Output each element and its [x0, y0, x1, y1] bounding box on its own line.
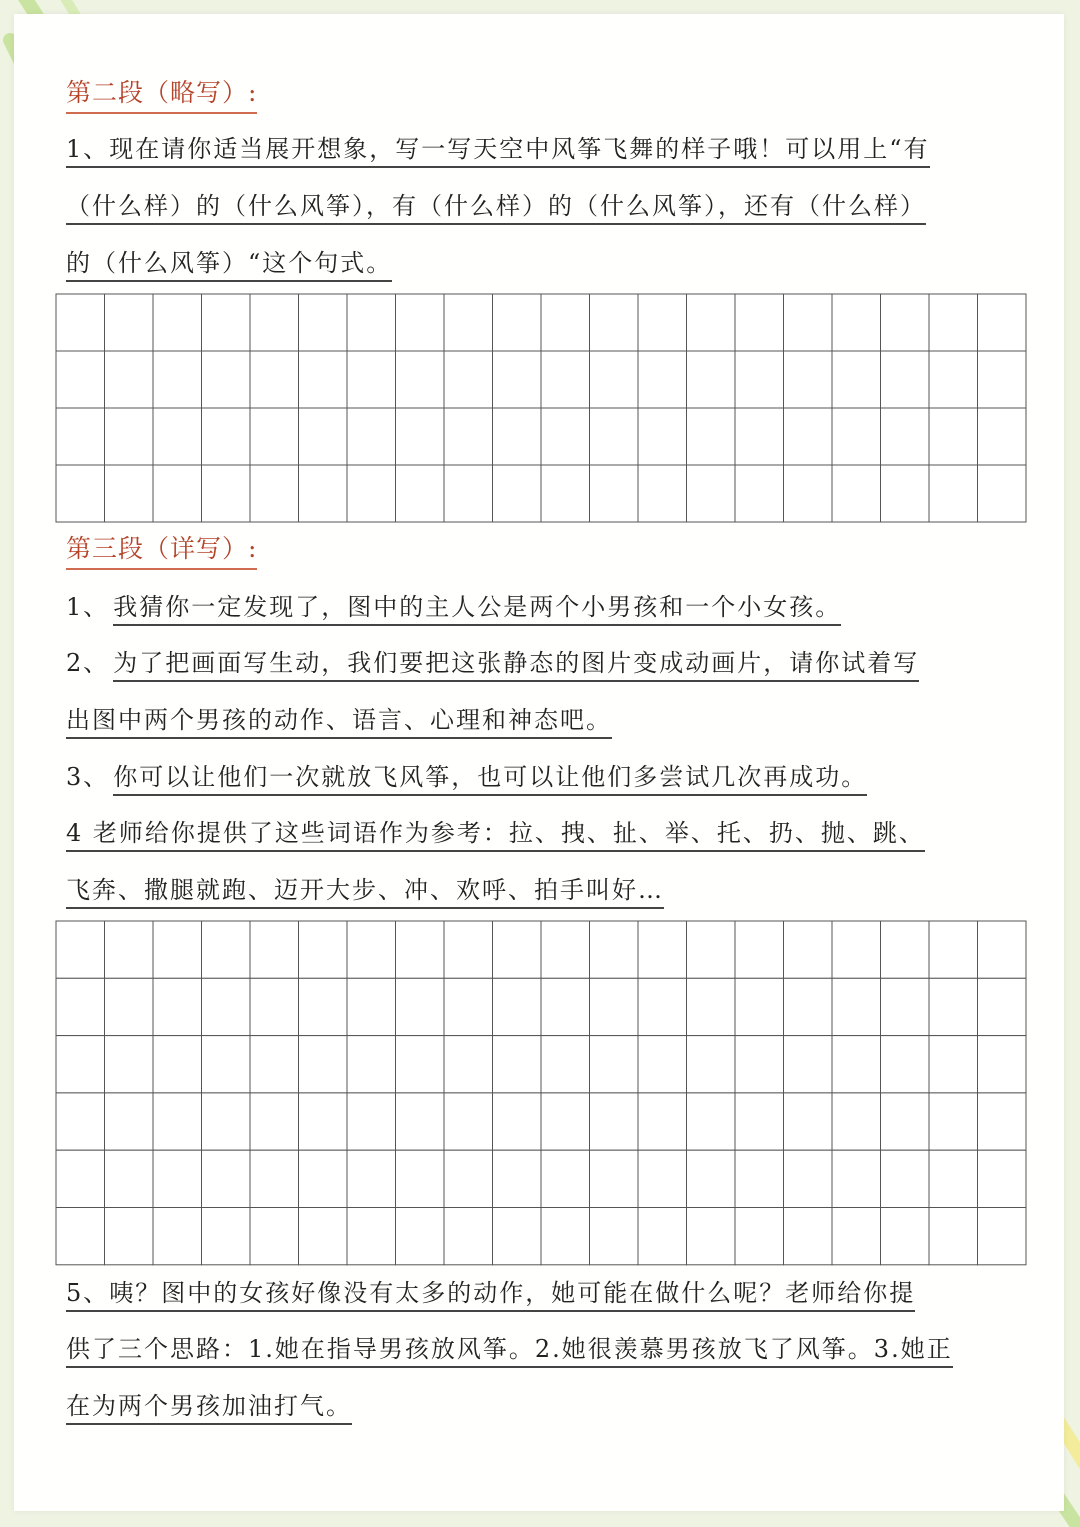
grid-cell[interactable]: [347, 294, 396, 351]
grid-cell[interactable]: [56, 1150, 105, 1207]
grid-cell[interactable]: [590, 1093, 639, 1150]
grid-cell[interactable]: [105, 294, 154, 351]
grid-cell[interactable]: [299, 408, 348, 465]
grid-cell[interactable]: [687, 1093, 736, 1150]
grid-cell[interactable]: [299, 294, 348, 351]
section3-item1: 1、 我猜你一定发现了，图中的主人公是两个小男孩和一个小女孩。: [66, 590, 841, 624]
grid-cell[interactable]: [929, 1093, 978, 1150]
grid-cell[interactable]: [153, 1150, 202, 1207]
section3-item4-line2: 飞奔、撒腿就跑、迈开大步、冲、欢呼、拍手叫好…: [66, 873, 664, 907]
writing-grid-section3[interactable]: [55, 920, 1025, 1266]
grid-cell[interactable]: [105, 408, 154, 465]
grid-cell[interactable]: [929, 294, 978, 351]
grid-cell[interactable]: [105, 351, 154, 408]
section3-item5-line3: 在为两个男孩加油打气。: [66, 1389, 352, 1423]
grid-cell[interactable]: [541, 1150, 590, 1207]
grid-cell[interactable]: [444, 351, 493, 408]
grid-cell[interactable]: [444, 1036, 493, 1093]
grid-cell[interactable]: [541, 921, 590, 978]
grid-cell[interactable]: [784, 465, 833, 522]
grid-cell[interactable]: [978, 978, 1027, 1035]
grid-cell[interactable]: [347, 1036, 396, 1093]
grid-cell[interactable]: [638, 465, 687, 522]
grid-cell[interactable]: [493, 465, 542, 522]
grid-cell[interactable]: [638, 1208, 687, 1265]
grid-cell[interactable]: [735, 921, 784, 978]
grid-cell[interactable]: [832, 294, 881, 351]
grid-cell[interactable]: [444, 921, 493, 978]
grid-cell[interactable]: [202, 351, 251, 408]
grid-cell[interactable]: [396, 1150, 445, 1207]
grid-cell[interactable]: [735, 1093, 784, 1150]
section3-item3: 3、 你可以让他们一次就放飞风筝，也可以让他们多尝试几次再成功。: [66, 760, 867, 794]
section3-item2-line2: 出图中两个男孩的动作、语言、心理和神态吧。: [66, 703, 612, 737]
grid-cell[interactable]: [832, 1036, 881, 1093]
grid-cell[interactable]: [784, 408, 833, 465]
grid-cell[interactable]: [881, 1150, 930, 1207]
grid-cell[interactable]: [202, 1150, 251, 1207]
grid-cell[interactable]: [444, 1208, 493, 1265]
grid-cell[interactable]: [493, 351, 542, 408]
grid-cell[interactable]: [250, 1036, 299, 1093]
grid-cell[interactable]: [250, 978, 299, 1035]
grid-cell[interactable]: [784, 1208, 833, 1265]
grid-cell[interactable]: [153, 408, 202, 465]
grid-cell[interactable]: [56, 1208, 105, 1265]
grid-cell[interactable]: [590, 351, 639, 408]
grid-cell[interactable]: [153, 978, 202, 1035]
grid-cell[interactable]: [444, 1150, 493, 1207]
grid-cell[interactable]: [105, 1150, 154, 1207]
grid-cell[interactable]: [687, 1208, 736, 1265]
grid-cell[interactable]: [56, 351, 105, 408]
grid-cell[interactable]: [347, 408, 396, 465]
grid-cell[interactable]: [881, 351, 930, 408]
grid-cell[interactable]: [881, 1208, 930, 1265]
grid-cell[interactable]: [541, 1208, 590, 1265]
grid-cell[interactable]: [929, 1036, 978, 1093]
grid-cell[interactable]: [541, 408, 590, 465]
grid-cell[interactable]: [978, 351, 1027, 408]
grid-cell[interactable]: [590, 1208, 639, 1265]
grid-cell[interactable]: [735, 408, 784, 465]
writing-grid-section2[interactable]: [55, 293, 1025, 523]
grid-cell[interactable]: [978, 294, 1027, 351]
grid-cell[interactable]: [784, 1093, 833, 1150]
grid-cell[interactable]: [541, 1036, 590, 1093]
grid-cell[interactable]: [929, 1150, 978, 1207]
grid-cell[interactable]: [396, 978, 445, 1035]
grid-cell[interactable]: [153, 351, 202, 408]
grid-cell[interactable]: [687, 465, 736, 522]
grid-cell[interactable]: [590, 1150, 639, 1207]
grid-cell[interactable]: [444, 408, 493, 465]
grid-cell[interactable]: [590, 465, 639, 522]
grid-cell[interactable]: [929, 921, 978, 978]
grid-cell[interactable]: [202, 1208, 251, 1265]
grid-cell[interactable]: [105, 1093, 154, 1150]
grid-cell[interactable]: [153, 465, 202, 522]
grid-cell[interactable]: [881, 921, 930, 978]
grid-cell[interactable]: [202, 294, 251, 351]
grid-cell[interactable]: [978, 465, 1027, 522]
grid-cell[interactable]: [735, 1036, 784, 1093]
grid-cell[interactable]: [784, 978, 833, 1035]
grid-cell[interactable]: [832, 1208, 881, 1265]
grid-cell[interactable]: [202, 465, 251, 522]
grid-cell[interactable]: [929, 351, 978, 408]
grid-cell[interactable]: [978, 1036, 1027, 1093]
grid-cell[interactable]: [541, 978, 590, 1035]
section3-item5-line2: 供了三个思路：1.她在指导男孩放风筝。2.她很羡慕男孩放飞了风筝。3.她正: [66, 1332, 953, 1366]
grid-cell[interactable]: [541, 351, 590, 408]
grid-cell[interactable]: [56, 1093, 105, 1150]
grid-cell[interactable]: [299, 1036, 348, 1093]
grid-cell[interactable]: [541, 465, 590, 522]
grid-cell[interactable]: [347, 1150, 396, 1207]
grid-cell[interactable]: [978, 921, 1027, 978]
section2-item1-line1: 1、现在请你适当展开想象，写一写天空中风筝飞舞的样子哦！可以用上“有: [66, 132, 930, 166]
grid-cell[interactable]: [299, 978, 348, 1035]
grid-cell[interactable]: [638, 294, 687, 351]
grid-cell[interactable]: [396, 1208, 445, 1265]
grid-cell[interactable]: [105, 1036, 154, 1093]
grid-cell[interactable]: [56, 408, 105, 465]
grid-cell[interactable]: [347, 351, 396, 408]
grid-cell[interactable]: [250, 294, 299, 351]
grid-cell[interactable]: [347, 1093, 396, 1150]
grid-cell[interactable]: [881, 1036, 930, 1093]
grid-cell[interactable]: [153, 921, 202, 978]
grid-cell[interactable]: [396, 465, 445, 522]
grid-cell[interactable]: [105, 1208, 154, 1265]
grid-cell[interactable]: [202, 921, 251, 978]
grid-cell[interactable]: [638, 1036, 687, 1093]
section3-item5-line1: 5、咦？图中的女孩好像没有太多的动作，她可能在做什么呢？老师给你提: [66, 1276, 915, 1310]
grid-cell[interactable]: [687, 921, 736, 978]
grid-cell[interactable]: [444, 1093, 493, 1150]
grid-cell[interactable]: [735, 978, 784, 1035]
grid-cell[interactable]: [493, 1093, 542, 1150]
grid-cell[interactable]: [638, 408, 687, 465]
grid-cell[interactable]: [299, 351, 348, 408]
grid-cell[interactable]: [832, 1093, 881, 1150]
grid-cell[interactable]: [347, 1208, 396, 1265]
grid-cell[interactable]: [832, 1150, 881, 1207]
grid-cell[interactable]: [687, 408, 736, 465]
grid-cell[interactable]: [929, 978, 978, 1035]
grid-cell[interactable]: [832, 978, 881, 1035]
grid-cell[interactable]: [493, 1036, 542, 1093]
grid-cell[interactable]: [202, 408, 251, 465]
grid-cell[interactable]: [493, 1208, 542, 1265]
grid-cell[interactable]: [396, 1093, 445, 1150]
grid-cell[interactable]: [929, 408, 978, 465]
grid-cell[interactable]: [784, 1036, 833, 1093]
grid-cell[interactable]: [202, 1036, 251, 1093]
grid-cell[interactable]: [202, 1093, 251, 1150]
grid-cell[interactable]: [832, 921, 881, 978]
grid-cell[interactable]: [56, 294, 105, 351]
grid-cell[interactable]: [396, 921, 445, 978]
grid-cell[interactable]: [250, 921, 299, 978]
grid-cell[interactable]: [638, 921, 687, 978]
grid-cell[interactable]: [881, 978, 930, 1035]
grid-cell[interactable]: [396, 408, 445, 465]
grid-cell[interactable]: [735, 1150, 784, 1207]
grid-cell[interactable]: [347, 465, 396, 522]
grid-cell[interactable]: [493, 921, 542, 978]
grid-cell[interactable]: [590, 978, 639, 1035]
grid-cell[interactable]: [153, 1093, 202, 1150]
grid-cell[interactable]: [396, 351, 445, 408]
grid-cell[interactable]: [493, 408, 542, 465]
grid-cell[interactable]: [881, 465, 930, 522]
grid-cell[interactable]: [396, 294, 445, 351]
grid-cell[interactable]: [687, 1036, 736, 1093]
grid-cell[interactable]: [299, 1208, 348, 1265]
grid-cell[interactable]: [347, 921, 396, 978]
grid-cell[interactable]: [105, 921, 154, 978]
grid-cell[interactable]: [784, 1150, 833, 1207]
grid-cell[interactable]: [541, 1093, 590, 1150]
section2-item1-line2: （什么样）的（什么风筝），有（什么样）的（什么风筝），还有（什么样）: [66, 189, 926, 223]
grid-cell[interactable]: [978, 1208, 1027, 1265]
grid-cell[interactable]: [299, 465, 348, 522]
grid-cell[interactable]: [929, 1208, 978, 1265]
grid-cell[interactable]: [590, 408, 639, 465]
grid-cell[interactable]: [638, 978, 687, 1035]
section3-item4-line1: 4 老师给你提供了这些词语作为参考：拉、拽、扯、举、托、扔、抛、跳、: [66, 816, 925, 850]
grid-cell[interactable]: [881, 408, 930, 465]
grid-cell[interactable]: [881, 294, 930, 351]
grid-cell[interactable]: [105, 978, 154, 1035]
grid-cell[interactable]: [590, 294, 639, 351]
section3-item2-line1: 2、 为了把画面写生动，我们要把这张静态的图片变成动画片，请你试着写: [66, 646, 919, 680]
grid-cell[interactable]: [687, 978, 736, 1035]
grid-cell[interactable]: [929, 465, 978, 522]
grid-cell[interactable]: [638, 1150, 687, 1207]
grid-cell[interactable]: [444, 465, 493, 522]
grid-cell[interactable]: [784, 921, 833, 978]
grid-cell[interactable]: [735, 351, 784, 408]
grid-cell[interactable]: [153, 1036, 202, 1093]
grid-cell[interactable]: [56, 921, 105, 978]
grid-cell[interactable]: [638, 351, 687, 408]
grid-cell[interactable]: [444, 978, 493, 1035]
section2-heading: 第二段（略写）:: [66, 76, 257, 114]
grid-cell[interactable]: [784, 351, 833, 408]
section2-item1-line3: 的（什么风筝）“这个句式。: [66, 246, 392, 280]
grid-cell[interactable]: [978, 408, 1027, 465]
grid-cell[interactable]: [832, 408, 881, 465]
grid-cell[interactable]: [347, 978, 396, 1035]
grid-cell[interactable]: [590, 1036, 639, 1093]
grid-cell[interactable]: [250, 465, 299, 522]
grid-cell[interactable]: [396, 1036, 445, 1093]
grid-cell[interactable]: [493, 294, 542, 351]
grid-cell[interactable]: [153, 294, 202, 351]
section3-heading: 第三段（详写）:: [66, 532, 257, 570]
grid-cell[interactable]: [105, 465, 154, 522]
grid-cell[interactable]: [687, 351, 736, 408]
grid-cell[interactable]: [541, 294, 590, 351]
grid-cell[interactable]: [299, 921, 348, 978]
grid-cell[interactable]: [784, 294, 833, 351]
grid-cell[interactable]: [250, 351, 299, 408]
grid-cell[interactable]: [56, 1036, 105, 1093]
grid-cell[interactable]: [202, 978, 251, 1035]
grid-cell[interactable]: [881, 1093, 930, 1150]
grid-cell[interactable]: [56, 465, 105, 522]
grid-cell[interactable]: [687, 294, 736, 351]
grid-cell[interactable]: [978, 1150, 1027, 1207]
grid-cell[interactable]: [735, 465, 784, 522]
grid-cell[interactable]: [250, 1208, 299, 1265]
grid-cell[interactable]: [250, 1150, 299, 1207]
grid-cell[interactable]: [978, 1093, 1027, 1150]
grid-cell[interactable]: [493, 978, 542, 1035]
grid-cell[interactable]: [250, 1093, 299, 1150]
grid-cell[interactable]: [832, 351, 881, 408]
grid-cell[interactable]: [153, 1208, 202, 1265]
grid-cell[interactable]: [299, 1150, 348, 1207]
grid-cell[interactable]: [735, 294, 784, 351]
grid-cell[interactable]: [638, 1093, 687, 1150]
grid-cell[interactable]: [735, 1208, 784, 1265]
grid-cell[interactable]: [250, 408, 299, 465]
grid-cell[interactable]: [56, 978, 105, 1035]
grid-cell[interactable]: [687, 1150, 736, 1207]
grid-cell[interactable]: [590, 921, 639, 978]
grid-cell[interactable]: [444, 294, 493, 351]
grid-cell[interactable]: [493, 1150, 542, 1207]
grid-cell[interactable]: [299, 1093, 348, 1150]
grid-cell[interactable]: [832, 465, 881, 522]
